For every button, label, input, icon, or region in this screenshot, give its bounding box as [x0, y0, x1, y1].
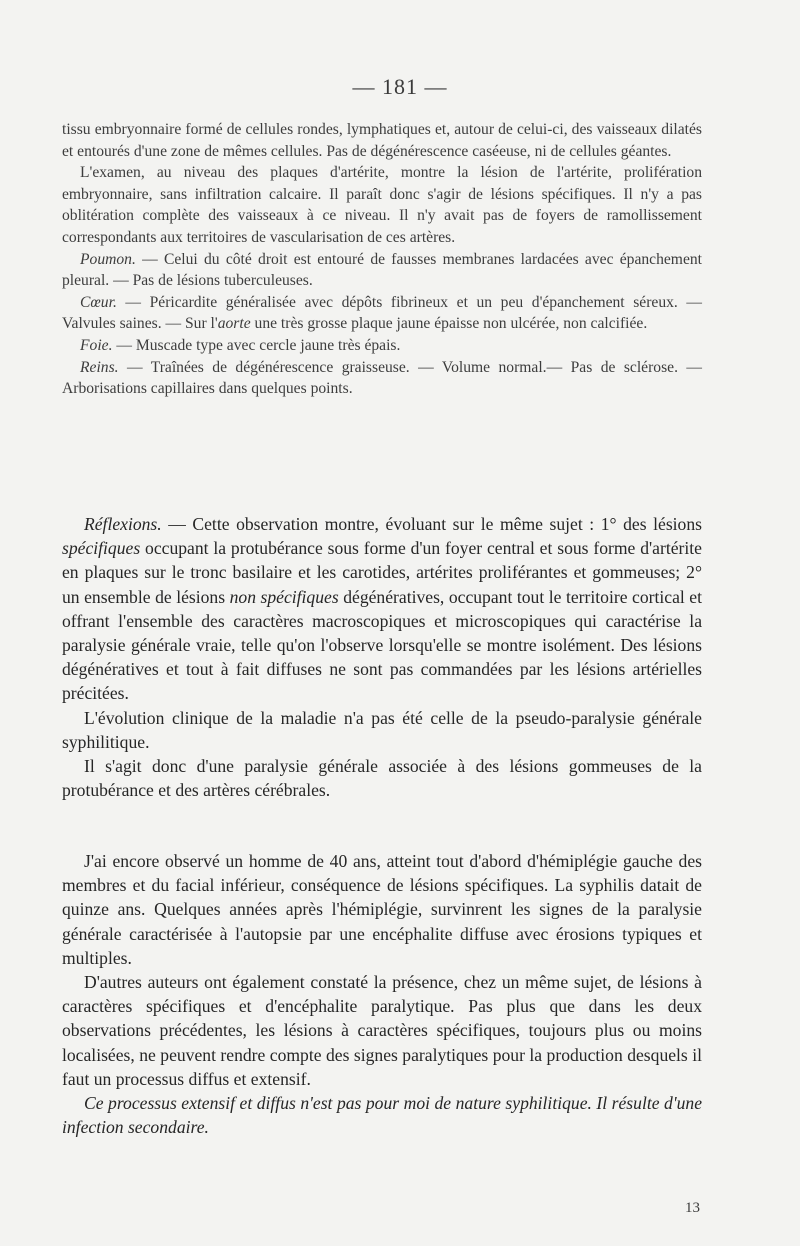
reflexions-paragraph-2: L'évolution clinique de la maladie n'a pas été celle de la pseudo-paralysie générale syphilitique.: [62, 707, 702, 752]
page-number: — 181 —: [352, 74, 448, 99]
coeur-aorte: aorte: [217, 315, 251, 333]
observation-paragraph-coeur: [62, 292, 702, 335]
signature-mark: 13: [685, 1200, 700, 1216]
second-case-paragraph-3: [62, 1091, 702, 1139]
poumon-label: Poumon.: [80, 250, 136, 268]
reflexions-text-c: dégénératives, occupant tout le territoire cortical et offrant l'ensemble des caractères macroscopiques et microscopiques qui caractérise la paralysie générale vraie, telle qu'on l'observe lorsqu'elle se montre isolément. Des lésions dégénératives et tout à fait diffuses ne sont pas commandées par les lésions artérielles précitées.: [62, 586, 702, 704]
poumon-text: — Celui du côté droit est entouré de fausses membranes lardacées avec épanchement pleural. — Pas de lésions tuberculeuses.: [62, 250, 702, 290]
conclusion-italic: Ce processus extensif et diffus n'est pas pour moi de nature syphilitique. Il résulte d'une infection secondaire.: [62, 1093, 702, 1138]
reins-text: — Traînées de dégénérescence graisseuse. — Volume normal.— Pas de sclérose. — Arborisations capillaires dans quelques points.: [62, 358, 702, 398]
observation-notes: [62, 119, 702, 400]
second-case-section: [62, 849, 702, 1139]
second-case-paragraph-2: D'autres auteurs ont également constaté la présence, chez un même sujet, de lésions à caractères spécifiques et d'encéphalite paralytique. Pas plus que dans les deux observations précédentes, les lésions à caractères spécifiques, toujours plus ou moins localisées, ne peuvent rendre compte des signes paralytiques pour la production desquels il faut un processus diffus et extensif.: [62, 972, 702, 1089]
observation-paragraph-tissue: tissu embryonnaire formé de cellules rondes, lymphatiques et, autour de celui-ci, des vaisseaux dilatés et entourés d'une zone de mêmes cellules. Pas de dégénérescence caséeuse, ni de cellules géantes.: [62, 121, 702, 160]
reflexions-paragraph-3: Il s'agit donc d'une paralysie générale associée à des lésions gommeuses de la protubérance et des artères cérébrales.: [62, 756, 702, 801]
reflexions-text-b: occupant la protubérance sous forme d'un foyer central et sous forme d'artérite en plaques sur le tronc basilaire et les carotides, artérites proliférantes et gommeuses; 2° un ensemble de lésions: [62, 538, 702, 607]
reflexions-section: [62, 512, 702, 802]
specifiques-term: spécifiques: [62, 538, 141, 559]
reins-label: Reins.: [80, 358, 119, 376]
observation-paragraph-reins: [62, 357, 702, 400]
second-case-paragraph-1: J'ai encore observé un homme de 40 ans, atteint tout d'abord d'hémiplégie gauche des membres et du facial inférieur, conséquence de lésions spécifiques. La syphilis datait de quinze ans. Quelques années après l'hémiplégie, survinrent les signes de la paralysie générale caractérisée à l'autopsie par une encéphalite diffuse avec érosions typiques et multiples.: [62, 851, 702, 968]
foie-label: Foie.: [80, 336, 113, 354]
reflexions-text-a: — Cette observation montre, évoluant sur le même sujet : 1° des lésions: [161, 514, 702, 534]
coeur-text-2: une très grosse plaque jaune épaisse non ulcérée, non calcifiée.: [250, 315, 648, 333]
coeur-text-1: — Péricardite généralisée avec dépôts fibrineux et un peu d'épanchement séreux. — Valvules saines. — Sur l': [62, 293, 702, 333]
reflexions-label: Réflexions.: [84, 514, 162, 534]
observation-paragraph-examen: L'examen, au niveau des plaques d'artérite, montre la lésion de l'artérite, prolifération embryonnaire, sans infiltration calcaire. Il paraît donc s'agir de lésions spécifiques. Il n'y a pas oblitération complète des vaisseaux à ce niveau. Il n'y avait pas de foyers de ramollissement correspondants aux territoires de vascularisation de ces artères.: [62, 164, 702, 246]
reflexions-paragraph-1: [62, 512, 702, 706]
foie-text: — Muscade type avec cercle jaune très épais.: [112, 336, 401, 354]
observation-paragraph-poumon: [62, 249, 702, 292]
observation-paragraph-foie: [62, 335, 702, 357]
non-specifiques-term: non spécifiques: [229, 586, 339, 607]
coeur-label: Cœur.: [80, 293, 117, 311]
